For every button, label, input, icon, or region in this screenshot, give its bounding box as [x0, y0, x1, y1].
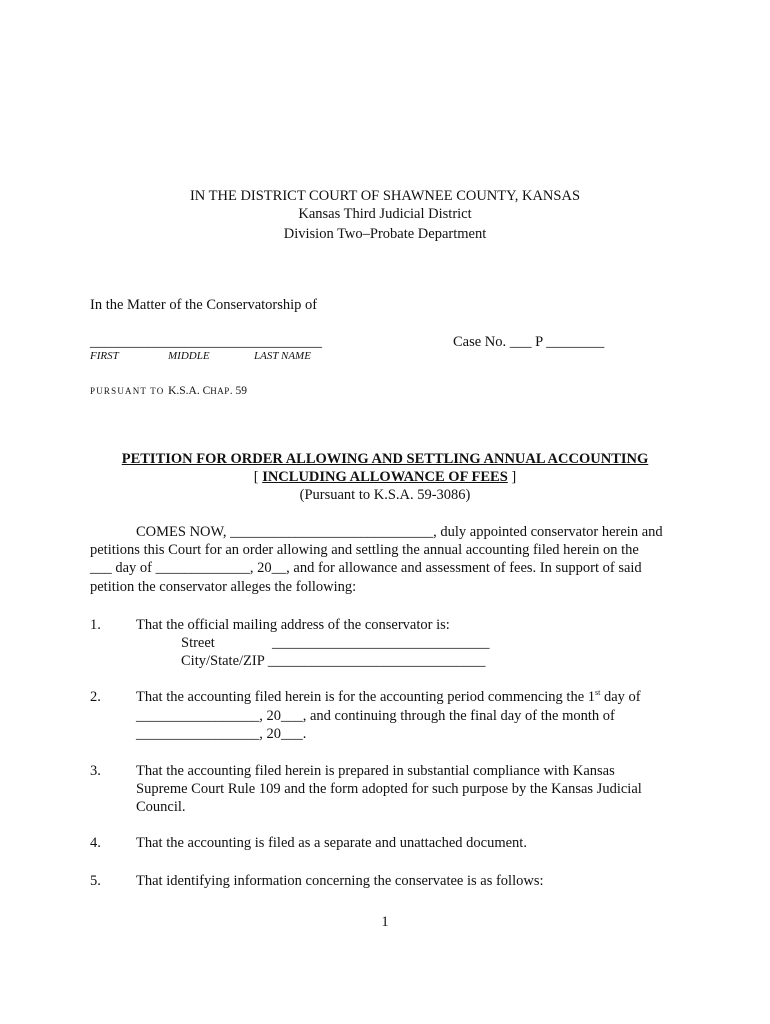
case-number[interactable]: Case No. ___ P ________ [453, 334, 605, 350]
bracket-close: ] [507, 469, 517, 485]
item-1-text: That the official mailing address of the conservator is: [136, 617, 450, 633]
fees-subtitle: INCLUDING ALLOWANCE OF FEES [262, 469, 508, 485]
item-3-line-2: Supreme Court Rule 109 and the form adopted for such purpose by the Kansas Judicial [136, 781, 642, 797]
first-name-label: FIRST [90, 350, 119, 362]
item-4-text: That the accounting is filed as a separate and unattached document. [136, 835, 527, 851]
city-state-zip[interactable]: City/State/ZIP ______________________________ [181, 653, 486, 669]
item-2-line-3: _________________, 20___. [136, 726, 307, 742]
matter-heading: In the Matter of the Conservatorship of [90, 297, 318, 313]
item-3-line-3: Council. [136, 799, 186, 815]
pursuant-statute [90, 382, 247, 399]
item-4-number: 4. [90, 835, 101, 851]
petition-statute: (Pursuant to K.S.A. 59-3086) [299, 487, 471, 503]
pursuant-hap: HAP [210, 386, 230, 396]
street-blank[interactable]: ______________________________ [272, 635, 490, 651]
item-3-number: 3. [90, 763, 101, 779]
middle-name-label: MIDDLE [168, 350, 210, 362]
pursuant-num: . 59 [229, 385, 248, 397]
intro-line-4: petition the conservator alleges the following: [90, 579, 357, 595]
street-label: Street [181, 635, 215, 651]
item-3-line-1: That the accounting filed herein is prepared in substantial compliance with Kansas [136, 763, 615, 779]
ordinal-suffix: st [595, 688, 601, 698]
petition-title: PETITION FOR ORDER ALLOWING AND SETTLING ANNUAL ACCOUNTING [121, 451, 649, 467]
pursuant-prefix: PURSUANT TO [90, 386, 165, 396]
item-1-number: 1. [90, 617, 101, 633]
court-heading: IN THE DISTRICT COURT OF SHAWNEE COUNTY, KANSAS [189, 188, 581, 204]
conservatee-name-blank[interactable]: ________________________________ [90, 334, 322, 350]
intro-line-3: ___ day of _____________, 20__, and for allowance and assessment of fees. In support of said [90, 560, 642, 576]
division: Division Two–Probate Department [283, 226, 487, 242]
item-5-number: 5. [90, 873, 101, 889]
item-2-number: 2. [90, 689, 101, 705]
last-name-label: LAST NAME [254, 350, 311, 362]
judicial-district: Kansas Third Judicial District [298, 206, 472, 222]
intro-line-1: COMES NOW, ____________________________, duly appointed conservator herein and [136, 524, 663, 540]
intro-line-2: petitions this Court for an order allowing and settling the annual accounting filed herein on the [90, 542, 639, 558]
petition-subtitle [0, 469, 770, 486]
item-2-line-1b: day of [600, 689, 641, 705]
pursuant-ref: K.S.A. C [168, 385, 211, 397]
item-2-line-1a: That the accounting filed herein is for the accounting period commencing the 1 [136, 689, 596, 705]
item-2-line-2: _________________, 20___, and continuing through the final day of the month of [136, 708, 615, 724]
page-number: 1 [381, 914, 389, 930]
item-2-line-1 [136, 689, 641, 706]
bracket-open: [ [253, 469, 263, 485]
item-5-text: That identifying information concerning the conservatee is as follows: [136, 873, 544, 889]
